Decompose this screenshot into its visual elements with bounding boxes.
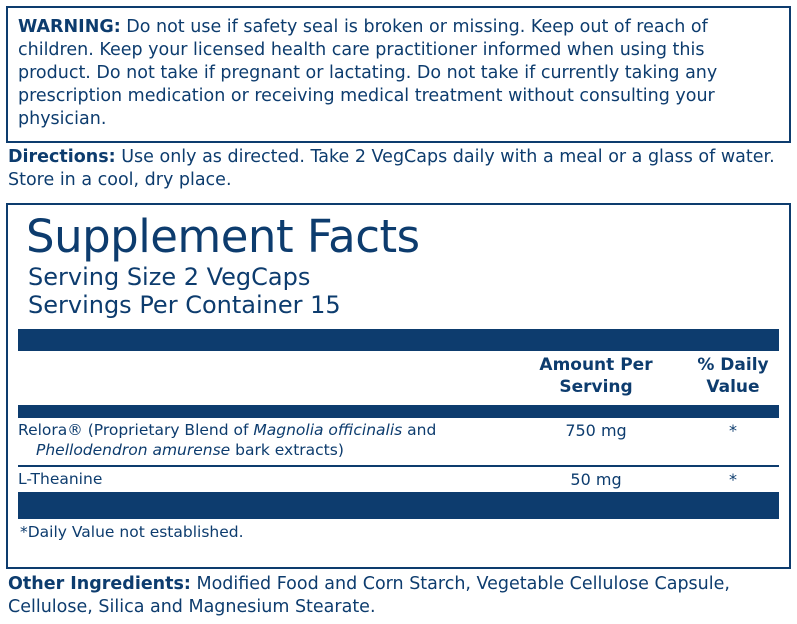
table-row xyxy=(18,465,779,492)
divider-bar-header xyxy=(18,405,779,418)
warning-body: Do not use if safety seal is broken or missing. Keep out of reach of children. Keep your licensed health care practitioner informed when using this product. Do not take if pregnant or lactating. Do not take if currently taking any prescription medication or receiving medical treatment without consulting your physician. xyxy=(18,17,718,130)
divider-bar-bottom xyxy=(18,492,779,519)
daily-value-footnote: *Daily Value not established. xyxy=(20,522,244,541)
other-ingredients-paragraph xyxy=(8,573,791,619)
column-header-daily-line2: Value xyxy=(706,376,760,397)
warning-box xyxy=(6,6,791,143)
nutrient-name-text-2: and xyxy=(402,421,437,440)
nutrient-name-italic-1: Magnolia officinalis xyxy=(253,421,403,440)
directions-label: Directions: xyxy=(8,147,116,167)
serving-size: Serving Size 2 VegCaps xyxy=(28,262,311,291)
nutrient-daily-value: * xyxy=(729,469,737,489)
column-header-daily-value xyxy=(678,355,788,398)
nutrient-name-italic-2: Phellodendron amurense xyxy=(36,441,231,460)
column-header-amount-line2: Serving xyxy=(559,376,633,397)
nutrient-rows xyxy=(18,418,779,491)
column-header-daily-line1: % Daily xyxy=(697,355,769,376)
supplement-facts-panel xyxy=(6,203,791,569)
warning-paragraph xyxy=(18,16,779,131)
column-header-amount xyxy=(526,355,666,398)
nutrient-name-text-3: bark extracts) xyxy=(230,441,344,460)
warning-label: WARNING: xyxy=(18,17,121,37)
nutrient-name: L-Theanine xyxy=(18,469,103,488)
servings-per-container: Servings Per Container 15 xyxy=(28,291,341,319)
column-header-amount-line1: Amount Per xyxy=(539,355,653,376)
supplement-facts-title: Supplement Facts xyxy=(26,210,420,263)
directions-body: Use only as directed. Take 2 VegCaps daily with a meal or a glass of water. Store in a cool, dry place. xyxy=(8,147,775,191)
other-ingredients-label: Other Ingredients: xyxy=(8,574,191,594)
nutrient-daily-value: * xyxy=(729,421,737,441)
nutrient-name xyxy=(18,421,518,461)
directions-paragraph xyxy=(8,146,791,192)
other-ingredients-body: Modified Food and Corn Starch, Vegetable Cellulose Capsule, Cellulose, Silica and Magnesium Stearate. xyxy=(8,574,730,618)
divider-bar-top xyxy=(18,329,779,351)
column-header-row xyxy=(18,351,779,405)
nutrient-amount: 50 mg xyxy=(570,469,622,489)
nutrient-amount: 750 mg xyxy=(565,421,627,441)
nutrient-name-text-1: Relora® (Proprietary Blend of xyxy=(18,421,254,440)
table-row xyxy=(18,418,779,463)
